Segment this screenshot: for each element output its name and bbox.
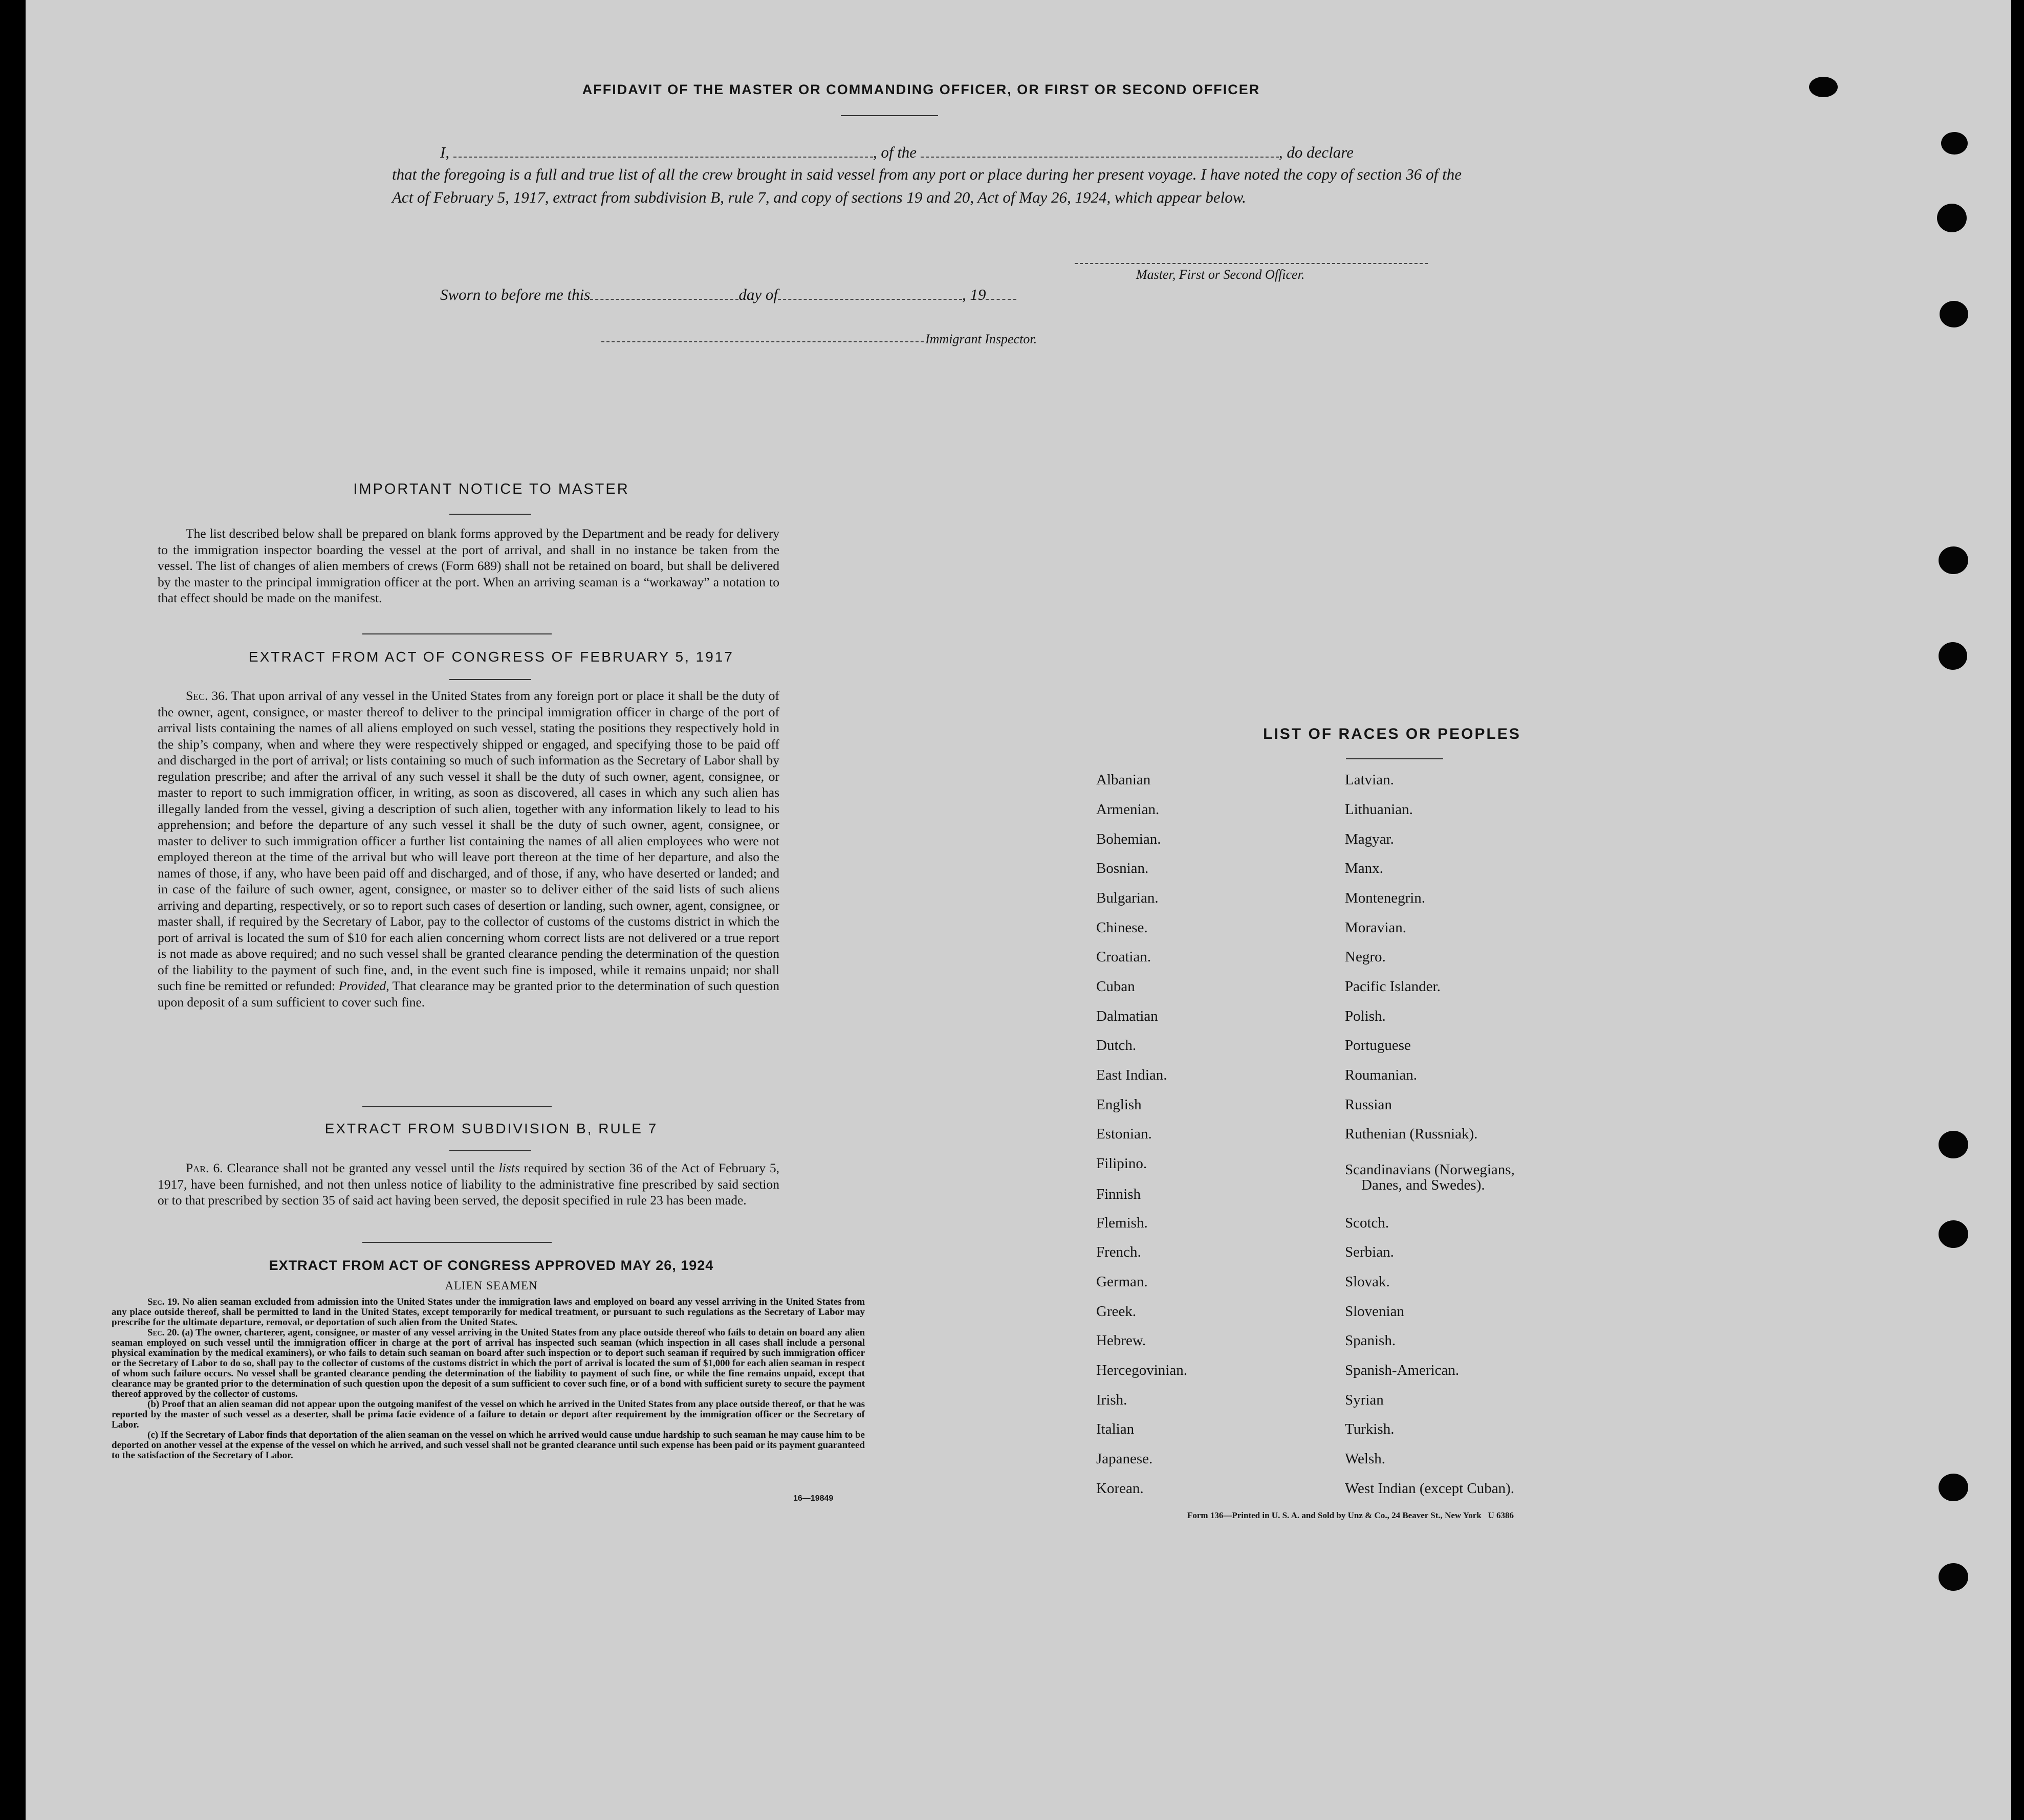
punch-hole — [1809, 77, 1838, 97]
race-item: Chinese. — [1096, 919, 1148, 936]
punch-hole — [1940, 301, 1968, 327]
sec-20a-text: (a) The owner, charterer, agent, consignee, or master of any vessel arriving in the United States from any place outside thereof who fails to detain on board any alien seaman employed on such vessel until the immigration officer in charge at the port of arrival has inspected such seaman (which inspection in all cases shall include a personal physical examination by the medical examiners), or who fails to detain such seaman on board after such inspection or to deport such seaman if required by such immigration officer or the Secretary of Labor to do so, shall pay to the collector of customs of the customs district in which the port of arrival is located the sum of $1,000 for each alien seaman in respect of whom such failure occurs. No vessel shall be granted clearance pending the determination of the liability to payment of such fine, or while the fine remains unpaid, except that clearance may be granted prior to the determination of such question upon the deposit of a sum sufficient to cover such fine, or of a bond with sufficient surety to secure the payment thereof approved by the collector of customs. — [112, 1327, 865, 1399]
race-item: Polish. — [1345, 1008, 1386, 1024]
punch-hole — [1939, 546, 1968, 574]
race-item: Moravian. — [1345, 919, 1406, 936]
race-item: Russian — [1345, 1097, 1392, 1113]
race-item: Japanese. — [1096, 1451, 1153, 1467]
race-item: English — [1096, 1097, 1142, 1113]
race-item: Flemish. — [1096, 1215, 1148, 1231]
race-item: Bulgarian. — [1096, 890, 1159, 906]
race-item: Spanish. — [1345, 1332, 1396, 1349]
race-item: Armenian. — [1096, 801, 1160, 818]
sworn-prefix: Sworn to before me this — [440, 286, 591, 303]
race-item: Syrian — [1345, 1392, 1384, 1408]
punch-hole — [1939, 642, 1967, 670]
sec-19-text: No alien seaman excluded from admission into the United States under the immigration laws and employed on board any vessel arriving in the United States from any place outside thereof, shall be permitted to land in the United States, except temporarily for medical treatment, or pursuant to such regulations as the Secretary of Labor may prescribe for the ultimate departure, removal, or deportation of such alien from the United States. — [112, 1297, 865, 1328]
race-item: Hebrew. — [1096, 1332, 1146, 1349]
extract-1917-title: EXTRACT FROM ACT OF CONGRESS OF FEBRUARY 5, 1917 — [249, 649, 734, 665]
race-item: Slovenian — [1345, 1303, 1404, 1320]
race-item: Bohemian. — [1096, 831, 1161, 847]
race-item: Portuguese — [1345, 1037, 1411, 1054]
sworn-line — [440, 286, 1016, 304]
race-item: Turkish. — [1345, 1421, 1395, 1437]
sec-20c-paragraph: (c) If the Secretary of Labor finds that deportation of the alien seaman on the vessel on which he arrived would cause undue hardship to such seaman he may cause him to be deported on another vessel at the expense of the vessel on which he arrived, and such vessel shall not be granted clearance until such expense has been paid or its payment guaranteed to the satisfaction of the Secretary of Labor. — [112, 1430, 865, 1461]
race-item: Serbian. — [1345, 1244, 1394, 1260]
divider — [362, 1242, 552, 1243]
sworn-month-field[interactable] — [778, 288, 962, 300]
par-6-body — [158, 1160, 779, 1209]
extract-1924-body — [112, 1297, 865, 1461]
document-page — [26, 0, 2011, 1820]
sec-19-paragraph — [112, 1297, 865, 1328]
punch-hole — [1939, 1220, 1968, 1248]
race-item: Bosnian. — [1096, 860, 1149, 876]
race-item: Finnish — [1096, 1186, 1141, 1202]
sworn-day-field[interactable] — [590, 288, 738, 300]
race-item: Dalmatian — [1096, 1008, 1158, 1024]
master-signature-field[interactable] — [1075, 263, 1428, 264]
year-label: , 19 — [962, 286, 986, 303]
punch-hole — [1937, 204, 1967, 232]
sec-20-label: Sec. 20. — [147, 1327, 180, 1338]
sec-20b-paragraph: (b) Proof that an alien seaman did not appear upon the outgoing manifest of the vessel on which he arrived in the United States from any place outside thereof, or that he was reported by the master of such vessel as a deserter, shall be prima facie evidence of a failure to detain or deport after requirement by the immigration officer or the Secretary of Labor. — [112, 1399, 865, 1430]
inspector-signature-label: Immigrant Inspector. — [925, 332, 1037, 346]
sec-19-label: Sec. 19. — [147, 1297, 180, 1307]
rule-7-title: EXTRACT FROM SUBDIVISION B, RULE 7 — [324, 1121, 658, 1136]
sec-36-body — [158, 688, 779, 1010]
race-item: West Indian (except Cuban). — [1345, 1480, 1515, 1497]
race-item: Magyar. — [1345, 831, 1394, 847]
punch-hole — [1939, 1474, 1968, 1501]
race-item: Korean. — [1096, 1480, 1144, 1497]
race-item: Pacific Islander. — [1345, 978, 1441, 995]
lists-word: lists — [498, 1160, 520, 1175]
declare-label: , do declare — [1278, 143, 1354, 161]
par-6-text-a: Clearance shall not be granted any vessel until the — [227, 1160, 495, 1175]
race-item: Ruthenian (Russniak). — [1345, 1126, 1478, 1142]
race-item: Albanian — [1096, 772, 1151, 788]
alien-seamen-subtitle: ALIEN SEAMEN — [445, 1279, 538, 1292]
race-item: French. — [1096, 1244, 1141, 1260]
par-6-text-b: required by section 36 of the Act of February 5, 1917, have been furnished, and not then unless notice of liability to the administrative fine prescribed by said section or to that prescribed by section 35 of said act having been served, the deposit specified in rule 23 has been made. — [158, 1160, 780, 1208]
affidavit-title: AFFIDAVIT OF THE MASTER OR COMMANDING OFFICER, OR FIRST OR SECOND OFFICER — [582, 82, 1260, 97]
race-item: Welsh. — [1345, 1451, 1386, 1467]
declarant-line — [440, 143, 1354, 162]
race-item: Italian — [1096, 1421, 1135, 1437]
extract-1917-title-rule — [449, 679, 531, 680]
sec-20a-paragraph — [112, 1328, 865, 1399]
race-item: Latvian. — [1345, 772, 1394, 788]
provided-word: Provided, — [338, 978, 389, 993]
notice-title-rule — [449, 514, 531, 515]
race-item: Hercegovinian. — [1096, 1362, 1187, 1378]
race-item: Croatian. — [1096, 949, 1151, 965]
race-item: Montenegrin. — [1345, 890, 1426, 906]
punch-hole — [1939, 1563, 1968, 1591]
race-item: Danes, and Swedes). — [1361, 1177, 1485, 1193]
vessel-name-field[interactable] — [921, 145, 1279, 158]
divider — [362, 1106, 552, 1107]
declarant-prefix: I, — [440, 143, 450, 161]
sworn-year-field[interactable] — [986, 288, 1016, 300]
race-item: Greek. — [1096, 1303, 1137, 1320]
race-item: Scandinavians (Norwegians, — [1345, 1161, 1515, 1178]
of-the-label: , of the — [873, 143, 917, 161]
punch-hole — [1941, 132, 1968, 155]
races-title: LIST OF RACES OR PEOPLES — [1263, 726, 1521, 742]
punch-hole — [1939, 1131, 1968, 1158]
race-item: East Indian. — [1096, 1067, 1167, 1083]
affidavit-title-rule — [841, 115, 938, 116]
print-code: 16—19849 — [793, 1494, 834, 1503]
extract-1924-title: EXTRACT FROM ACT OF CONGRESS APPROVED MAY 26, 1924 — [269, 1258, 714, 1273]
race-item: Scotch. — [1345, 1215, 1389, 1231]
notice-body: The list described below shall be prepared on blank forms approved by the Department and be ready for delivery to the immigration inspector boarding the vessel at the port of arrival, and shall in no instance be taken from the vessel. The list of changes of alien members of crews (Form 689) shall not be retained on board, but shall be delivered by the master to the principal immigration officer at the port. When an arriving seaman is a “workaway” a notation to that effect should be made on the manifest. — [158, 526, 779, 605]
race-item: Roumanian. — [1345, 1067, 1417, 1083]
par-6-label: Par. 6. — [186, 1160, 223, 1175]
race-item: Dutch. — [1096, 1037, 1137, 1054]
race-item: Estonian. — [1096, 1126, 1152, 1142]
divider — [362, 633, 552, 634]
race-item: Filipino. — [1096, 1155, 1147, 1172]
inspector-signature-field[interactable] — [601, 341, 924, 342]
sec-36-text-end: That clearance may be granted prior to the determination of such question upon deposit of a sum sufficient to cover such fine. — [158, 978, 779, 1010]
form-imprint: Form 136—Printed in U. S. A. and Sold by Unz & Co., 24 Beaver St., New York U 6386 — [1187, 1510, 1514, 1520]
declarant-name-field[interactable] — [453, 145, 873, 158]
sec-36-label: Sec. 36. — [186, 688, 228, 703]
race-item: Irish. — [1096, 1392, 1127, 1408]
race-item: Negro. — [1345, 949, 1386, 965]
race-item: Slovak. — [1345, 1274, 1390, 1290]
race-item: German. — [1096, 1274, 1148, 1290]
race-item: Spanish-American. — [1345, 1362, 1460, 1378]
affidavit-body: that the foregoing is a full and true list of all the crew brought in said vessel from any port or place during her present voyage. I have noted the copy of section 36 of the Act of February 5, 1917, extract from subdivision B, rule 7, and copy of sections 19 and 20, Act of May 26, 1924, which appear below. — [392, 165, 1462, 206]
day-of-label: day of — [738, 286, 778, 303]
sec-36-text: That upon arrival of any vessel in the United States from any foreign port or place it shall be the duty of the owner, agent, consignee, or master thereof to deliver to the principal immigration officer in charge of the port of arrival lists containing the names of all aliens employed on such vessel, stating the positions they respectively hold in the ship’s company, when and where they were respectively shipped or engaged, and specifying those to be paid off and discharged in the port of arrival; or lists containing so much of such information as the Secretary of Labor shall by regulation prescribe; and after the arrival of any such vessel it shall be the duty of such owner, agent, consignee, or master to report to such immigration officer, in writing, as soon as discovered, all cases in which any such alien has illegally landed from the vessel, giving a description of such alien, together with any information likely to lead to his apprehension; and before the departure of any such vessel it shall be the duty of such owner, agent, consignee, or master to deliver to such immigration officer a further list containing the names of all alien employees who were not employed thereon at the time of the arrival but who will leave port thereon at the time of her departure, and also the names of those, if any, who have been paid off and discharged, and of those, if any, who have deserted or landed; and in case of the failure of such owner, agent, consignee, or master so to deliver either of the said lists of such aliens arriving and departing, respectively, or so to report such cases of desertion or landing, such owner, agent, consignee, or master shall, if required by the Secretary of Labor, pay to the collector of customs of the customs district in which the port of arrival is located the sum of $10 for each alien concerning whom correct lists are not delivered or a true report is not made as above required; and no such vessel shall be granted clearance pending the determination of the question of the liability to the payment of such fine, and, in the event such fine is imposed, while it remains unpaid; nor shall such fine be remitted or refunded: — [158, 688, 779, 993]
notice-title: IMPORTANT NOTICE TO MASTER — [353, 481, 629, 497]
rule-7-title-rule — [449, 1150, 531, 1151]
race-item: Cuban — [1096, 978, 1135, 995]
race-item: Manx. — [1345, 860, 1383, 876]
master-signature-label: Master, First or Second Officer. — [1136, 267, 1305, 282]
races-title-rule — [1346, 758, 1443, 759]
race-item: Lithuanian. — [1345, 801, 1413, 818]
